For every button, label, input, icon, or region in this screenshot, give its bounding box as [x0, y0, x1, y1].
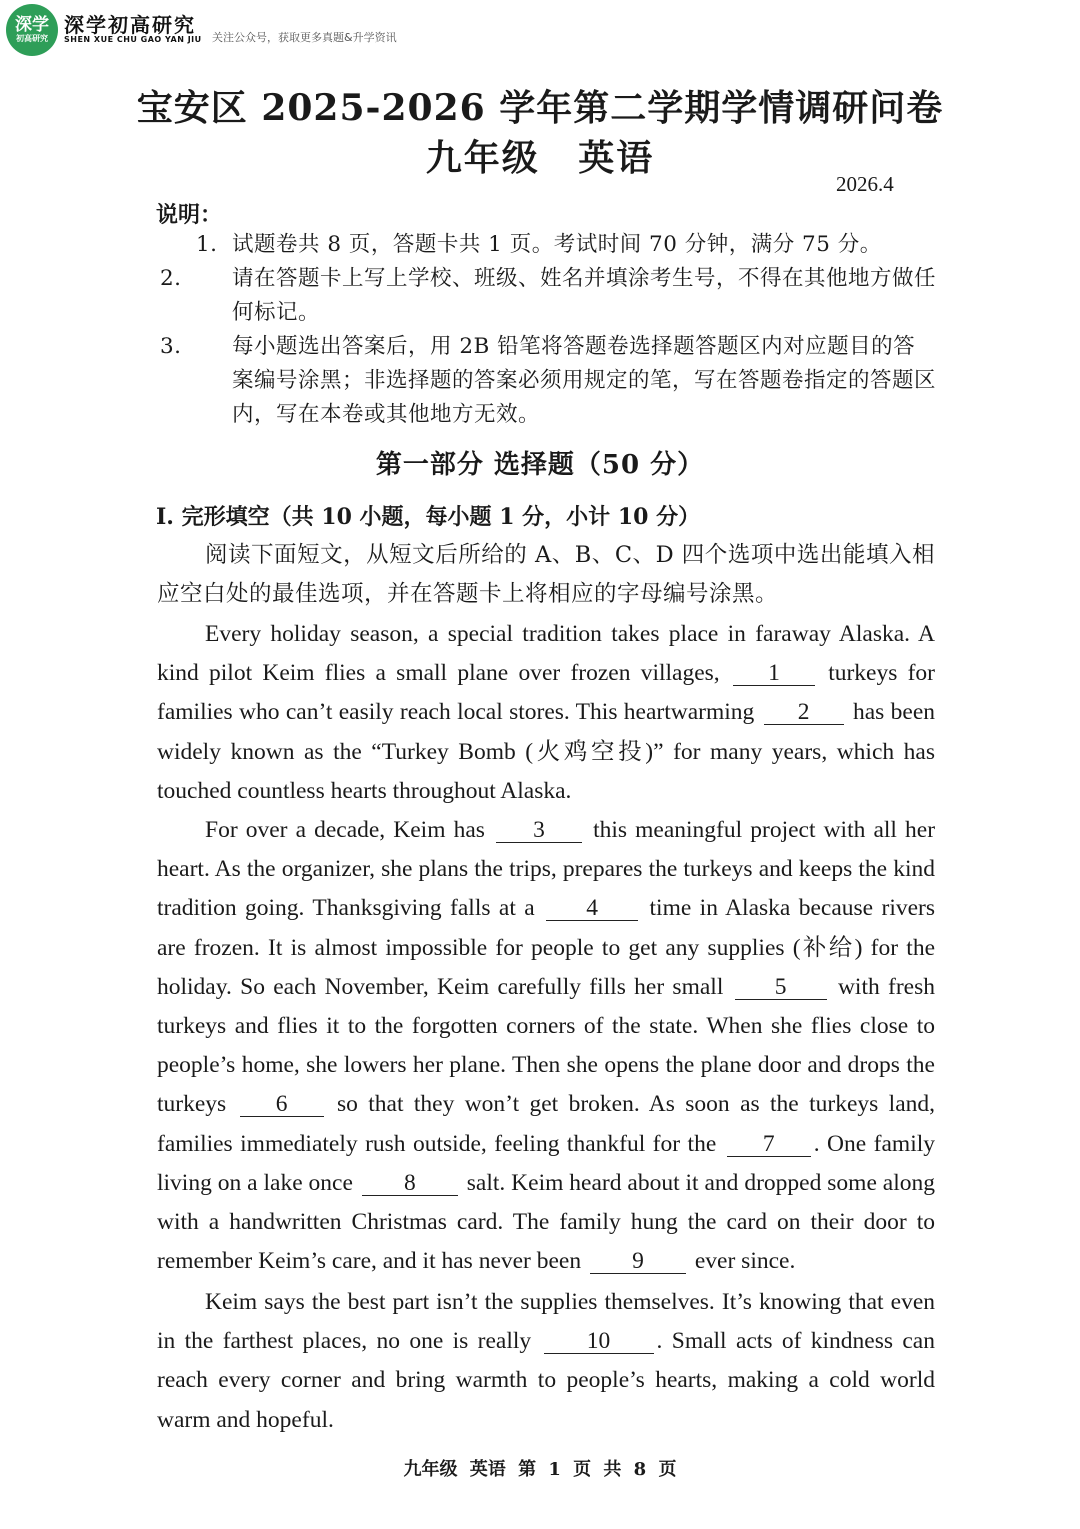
blank-2: 2: [764, 700, 844, 725]
blank-7: 7: [727, 1132, 811, 1157]
blank-4: 4: [546, 896, 638, 921]
blank-5: 5: [735, 975, 827, 1000]
blank-3: 3: [496, 818, 582, 843]
passage-paragraph-2: For over a decade, Keim has 3 this meaningful project with all her heart. As the organizer, she plans the trips, prepares the turkeys and keeps the kind tradition going. Thanksgiving falls at a 4 time in Alaska because rivers are frozen. It is almost impossible for people to get any supplies (补给) for the holiday. So each November, Keim carefully fills her small 5 with fresh turkeys and flies it to the forgotten corners of the state. When she flies close to people’s home, she lowers her plane. Then she opens the plane door and drops the turkeys 6 so that they won’t get broken. As soon as the turkeys land, families immediately rush outside, feeling thankful for the 7 . One family living on a lake once 8 salt. Keim heard about it and dropped some along with a handwritten Christmas card. The family hung the card on their door to remember Keim’s care, and it has never been 9 ever since.: [157, 817, 936, 1275]
note-item: 2. 请在答题卡上写上学校、班级、姓名并填涂考生号，不得在其他地方做任何标记。: [160, 266, 937, 325]
brand-logo: [6, 4, 58, 56]
logo-text-sub: 初高研究: [16, 34, 48, 43]
blank-8: 8: [362, 1171, 458, 1196]
brand-slogan: 关注公众号，获取更多真题&升学资讯: [212, 31, 397, 44]
brand-name-pinyin: SHEN XUE CHU GAO YAN JIU: [64, 35, 202, 44]
note-item: 3. 每小题选出答案后，用 2B 铅笔将答题卷选择题答题区内对应题目的答案编号涂黑；非选择题的答案必须用规定的笔，写在答题卷指定的答题区内，写在本卷或其他地方无效。: [160, 334, 937, 427]
logo-text-main: 深学: [15, 15, 49, 35]
passage-paragraph-3: Keim says the best part isn’t the supplies themselves. It’s knowing that even in the farthest places, no one is really 10 . Small acts of kindness can reach every corner and bring warmth to people’s hearts, making a cold world warm and hopeful.: [157, 1289, 935, 1433]
section-instruction: 阅读下面短文，从短文后所给的 A、B、C、D 四个选项中选出能填入相应空白处的最佳选项，并在答题卡上将相应的字母编号涂黑。: [157, 542, 935, 608]
blank-10: 10: [544, 1329, 654, 1354]
exam-date: 2026.4: [836, 172, 894, 196]
exam-subtitle: 九年级 英语: [425, 137, 655, 179]
section-title: I. 完形填空（共 10 小题，每小题 1 分，小计 10 分）: [156, 504, 701, 530]
blank-9: 9: [590, 1249, 686, 1274]
passage-paragraph-1: Every holiday season, a special tradition takes place in faraway Alaska. A kind pilot Keim flies a small plane over frozen villages, 1 turkeys for families who can’t easily reach local stores. This heartwarming 2 has been widely known as the “Turkey Bomb (火鸡空投)” for many years, which has touched countless hearts throughout Alaska.: [157, 621, 936, 804]
blank-1: 1: [733, 661, 815, 686]
notes-label: 说明：: [156, 202, 223, 228]
blank-6: 6: [240, 1092, 324, 1117]
brand-name: 深学初高研究: [64, 13, 196, 37]
page-footer: 九年级 英语 第 1 页 共 8 页: [403, 1459, 677, 1480]
exam-title: 宝安区 2025-2026 学年第二学期学情调研问卷: [136, 87, 944, 129]
note-item: 1. 试题卷共 8 页，答题卡共 1 页。考试时间 70 分钟，满分 75 分。: [196, 232, 882, 257]
part-title: 第一部分 选择题（50 分）: [375, 450, 705, 480]
